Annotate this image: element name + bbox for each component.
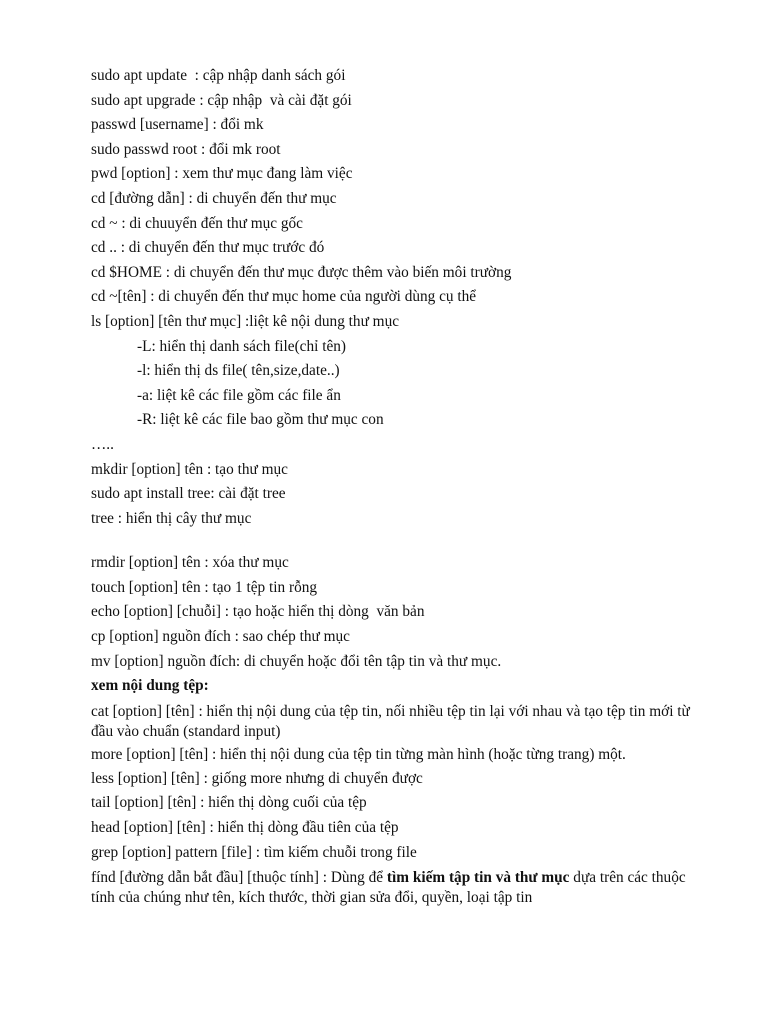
text-line: sudo passwd root : đổi mk root — [91, 140, 281, 158]
text-line: sudo apt install tree: cài đặt tree — [91, 485, 286, 503]
text-line: rmdir [option] tên : xóa thư mục — [91, 554, 289, 572]
text-line: echo [option] [chuỗi] : tạo hoặc hiển thị dòng văn bản — [91, 603, 425, 621]
ls-option-item: -a: liệt kê các file gồm các file ẩn — [137, 386, 341, 404]
text-line: sudo apt update : cập nhập danh sách gói — [91, 67, 346, 84]
text-line: cd $HOME : di chuyển đến thư mục được thêm vào biến môi trường — [91, 263, 512, 281]
section-heading: xem nội dung tệp: — [91, 677, 209, 695]
ls-option-item: -l: hiển thị ds file( tên,size,date..) — [137, 362, 340, 380]
find-prefix: fínd [đường dẫn bắt đầu] [thuộc tính] : Dùng để — [91, 869, 387, 887]
text-line: grep [option] pattern [file] : tìm kiếm chuỗi trong file — [91, 843, 417, 861]
paragraph-gap — [91, 531, 711, 551]
text-line: mkdir [option] tên : tạo thư mục — [91, 460, 288, 478]
text-line: less [option] [tên] : giống more nhưng di chuyển được — [91, 769, 423, 787]
more-description: more [option] [tên] : hiển thị nội dung của tệp tin từng màn hình (hoặc từng trang) một. — [91, 745, 626, 763]
ls-option-item: -R: liệt kê các file bao gồm thư mục con — [137, 411, 384, 429]
find-suffix: dựa trên các thuộc tính của chúng như tên, kích thước, thời gian sửa đổi, quyền, loại tập tin — [91, 869, 686, 907]
text-line: sudo apt upgrade : cập nhập và cài đặt gói — [91, 91, 352, 109]
text-line: ….. — [91, 435, 114, 453]
text-line: cd [đường dẫn] : di chuyển đến thư mục — [91, 189, 337, 207]
text-line: cd ~ : di chuuyển đến thư mục gốc — [91, 214, 303, 232]
text-line: head [option] [tên] : hiển thị dòng đầu tiên của tệp — [91, 819, 399, 837]
ls-option-item: -L: hiển thị danh sách file(chỉ tên) — [137, 337, 346, 355]
text-line: passwd [username] : đổi mk — [91, 116, 264, 134]
text-line: cp [option] nguồn đích : sao chép thư mục — [91, 628, 350, 646]
text-line: cd ~[tên] : di chuyển đến thư mục home của người dùng cụ thể — [91, 288, 477, 306]
find-description — [91, 868, 711, 908]
text-line: tree : hiển thị cây thư mục — [91, 509, 252, 527]
text-line: cd .. : di chuyển đến thư mục trước đó — [91, 239, 325, 257]
text-line: pwd [option] : xem thư mục đang làm việc — [91, 165, 353, 183]
find-bold-text: tìm kiếm tập tin và thư mục — [386, 869, 570, 887]
text-line: tail [option] [tên] : hiển thị dòng cuối của tệp — [91, 794, 367, 812]
document-page — [91, 64, 711, 910]
text-line: touch [option] tên : tạo 1 tệp tin rỗng — [91, 578, 318, 596]
text-line: mv [option] nguồn đích: di chuyển hoặc đổi tên tập tin và thư mục. — [91, 652, 502, 670]
cat-description: cat [option] [tên] : hiển thị nội dung của tệp tin, nối nhiều tệp tin lại với nhau và tạo tệp tin mới từ đầu vào chuẩn (standard input) — [91, 702, 690, 740]
text-line: ls [option] [tên thư mục] :liệt kê nội dung thư mục — [91, 312, 400, 330]
